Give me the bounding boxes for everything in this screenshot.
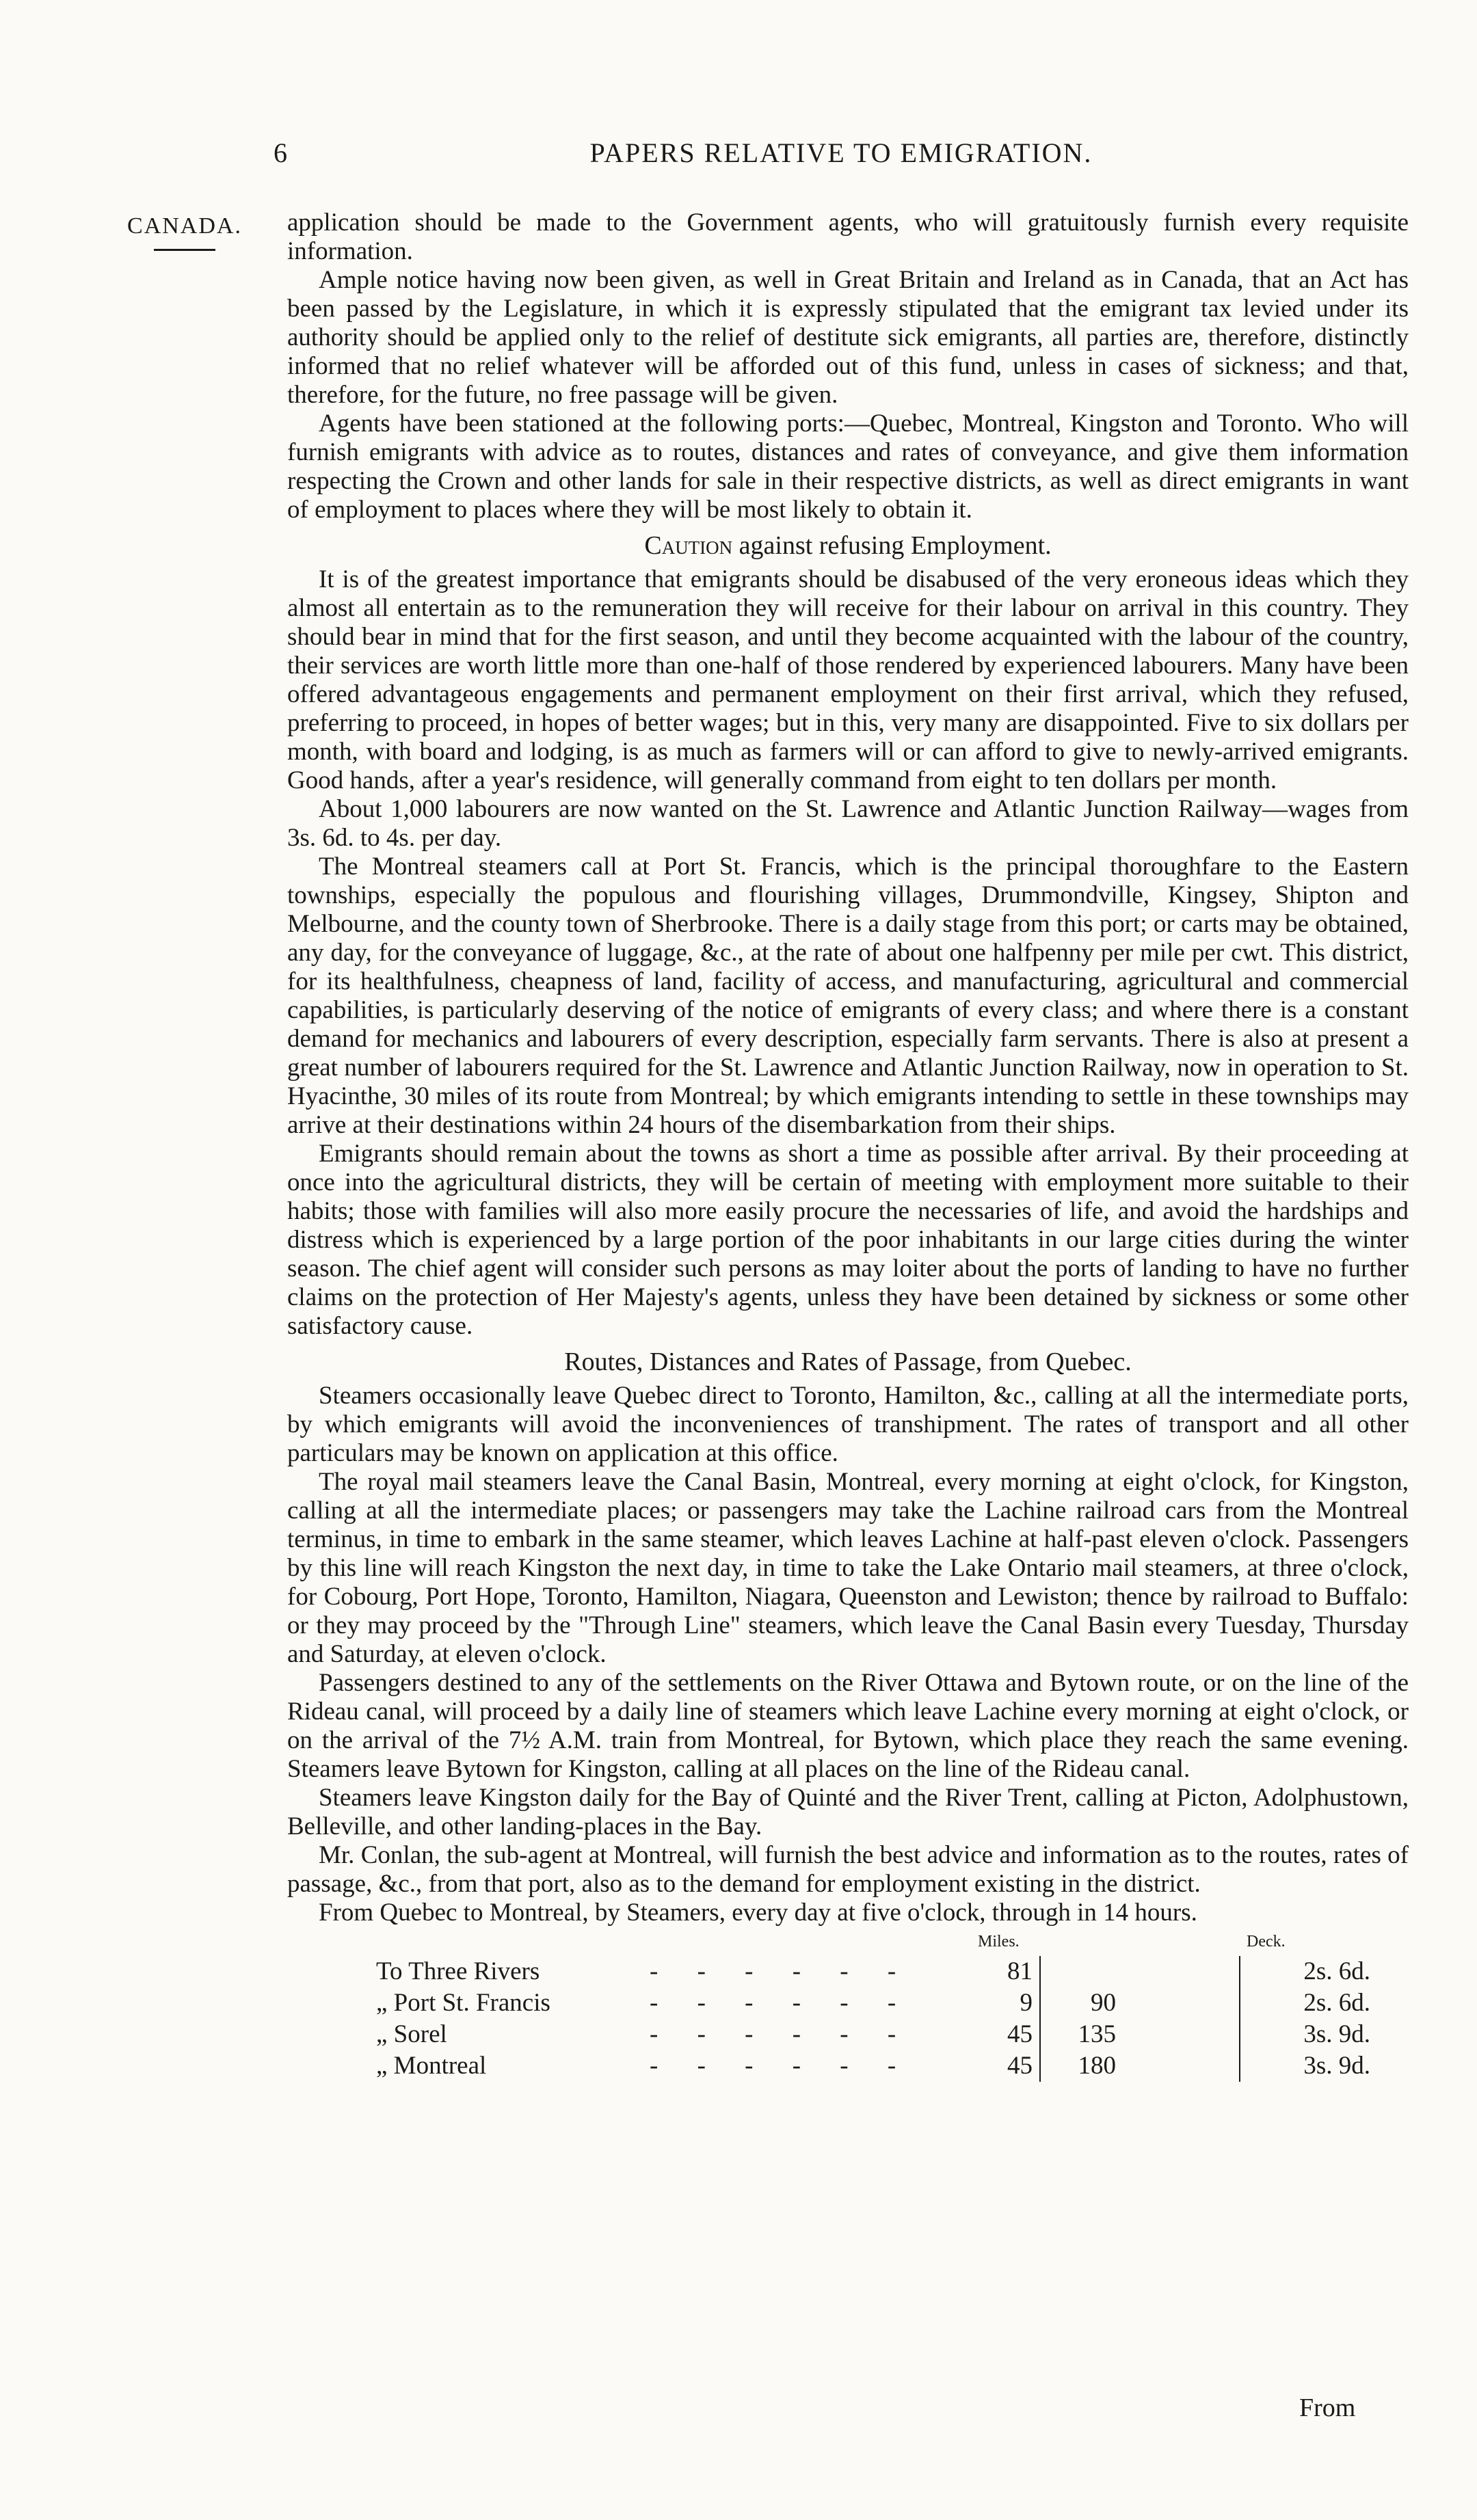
caution-heading: Caution against refusing Employment. — [644, 531, 1052, 560]
miles-stage: 45 — [971, 2050, 1040, 2082]
routes-heading: Routes, Distances and Rates of Passage, from Quebec. — [564, 1348, 1132, 1376]
paragraph: Mr. Conlan, the sub-agent at Montreal, will furnish the best advice and information as to the routes, rates of passage, &c., from that port, also as to the demand for employment existing in the district. — [287, 1841, 1409, 1898]
leader-dots: - - - - - - — [650, 1957, 913, 1985]
timetable — [369, 1927, 1377, 2082]
paragraph: Passengers destined to any of the settlements on the River Ottawa and Bytown route, or on the line of the Rideau canal, will proceed by a daily line of steamers which leave Lachine every morning at eight o'clock, or on the arrival of the 7½ A.M. train from Montreal, for Bytown, which place they reach the same evening. Steamers leave Bytown for Kingston, calling at all places on the line of the Rideau canal. — [287, 1669, 1409, 1783]
paragraph: It is of the greatest importance that emigrants should be disabused of the very eroneous ideas which they almost all entertain as to the remuneration they will receive for their labour on arrival in this country. They should bear in mind that for the first season, and until they become acquainted with the labour of the country, their services are worth little more than one-half of those rendered by experienced labourers. Many have been offered advantageous engagements and permanent employment on their first arrival, which they refused, preferring to proceed, in hopes of better wages; but in this, very many are disappointed. Five to six dollars per month, with board and lodging, is as much as farmers will or can afford to give to newly-arrived emigrants. Good hands, after a year's residence, will generally command from eight to ten dollars per month. — [287, 565, 1409, 794]
miles-total — [1040, 1956, 1136, 1987]
miles-stage: 81 — [971, 1956, 1040, 1987]
page-title: PAPERS RELATIVE TO EMIGRATION. — [589, 137, 1093, 168]
deck-fare: 2s. 6d. — [1303, 1957, 1370, 1985]
table-row — [369, 1987, 1377, 2019]
table-row — [369, 2019, 1377, 2050]
deck-fare: 2s. 6d. — [1303, 1989, 1370, 2017]
destination: „ Port St. Francis — [376, 1989, 550, 2017]
page-header — [274, 137, 1409, 185]
miles-stage: 9 — [971, 1987, 1040, 2019]
paragraph: Emigrants should remain about the towns as short a time as possible after arrival. By their proceeding at once into the agricultural districts, they will be certain of meeting with employment more suitable to their habits; those with families will also more easily procure the necessaries of life, and avoid the hardships and distress which is experienced by a large portion of the poor inhabitants in our large cities during the winter season. The chief agent will consider such persons as may loiter about the ports of landing to have no further claims on the protection of Her Majesty's agents, unless they have been detained by sickness or some other satisfactory cause. — [287, 1140, 1409, 1340]
destination: „ Montreal — [376, 2052, 487, 2080]
catchword: From — [1299, 2394, 1356, 2422]
miles-total: 180 — [1078, 2052, 1116, 2080]
destination: „ Sorel — [376, 2020, 447, 2048]
destination: To Three Rivers — [376, 1957, 540, 1985]
paragraph: Steamers occasionally leave Quebec direct to Toronto, Hamilton, &c., calling at all the intermediate ports, by which emigrants will avoid the inconveniences of transhipment. The rates of transport and all other particulars may be known on application at this office. — [287, 1382, 1409, 1467]
miles-total: 135 — [1078, 2020, 1116, 2048]
paragraph: The Montreal steamers call at Port St. Francis, which is the principal thoroughfare to the Eastern townships, especially the populous and flourishing villages, Drummondville, Kingsey, Shipton and Melbourne, and the county town of Sherbrooke. There is a daily stage from this port; or carts may be obtained, any day, for the conveyance of luggage, &c., at the rate of about one halfpenny per mile per cwt. This district, for its healthfulness, cheapness of land, facility of access, and manufacturing, agricultural and commercial capabilities, is particularly deserving of the notice of emigrants of every class; and where there is a constant demand for mechanics and labourers of every description, especially farm servants. There is also at present a great number of labourers required for the St. Lawrence and Atlantic Junction Railway, now in operation to St. Hyacinthe, 30 miles of its route from Montreal; by which emigrants intending to settle in these townships may arrive at their destinations within 24 hours of the disembarkation from their ships. — [287, 853, 1409, 1139]
page-number: 6 — [274, 137, 289, 168]
margin-note-label: CANADA. — [127, 213, 242, 239]
paragraph: Agents have been stationed at the following ports:—Quebec, Montreal, Kingston and Toronto. Who will furnish emigrants with advice as to routes, distances and rates of conveyance, and give them information respecting the Crown and other lands for sale in their respective districts, as well as direct emigrants in want of employment to places where they will be most likely to obtain it. — [287, 410, 1409, 524]
paragraph: Ample notice having now been given, as well in Great Britain and Ireland as in Canada, that an Act has been passed by the Legislature, in which it is expressly stipulated that the emigrant tax levied under its authority should be applied only to the relief of destitute sick emigrants, all parties are, therefore, distinctly informed that no relief whatever will be afforded out of this fund, unless in cases of sickness; and that, therefore, for the future, no free passage will be given. — [287, 266, 1409, 409]
body-text — [287, 209, 1409, 2082]
timetable-intro: From Quebec to Montreal, by Steamers, every day at five o'clock, through in 14 hours. — [319, 1899, 1197, 1927]
paragraph: The royal mail steamers leave the Canal Basin, Montreal, every morning at eight o'clock, for Kingston, calling at all the intermediate places; or passengers may take the Lachine railroad cars from the Montreal terminus, in time to embark in the same steamer, which leaves Lachine at half-past eleven o'clock. Passengers by this line will reach Kingston the next day, in time to take the Lake Ontario mail steamers, at three o'clock, for Cobourg, Port Hope, Toronto, Hamilton, Niagara, Queenston and Lewiston; thence by railroad to Buffalo: or they may proceed by the "Through Line" steamers, which leave the Canal Basin every Tuesday, Thursday and Saturday, at eleven o'clock. — [287, 1468, 1409, 1668]
paragraph: About 1,000 labourers are now wanted on the St. Lawrence and Atlantic Junction Railway—wages from 3s. 6d. to 4s. per day. — [287, 795, 1409, 852]
leader-dots: - - - - - - — [650, 1989, 913, 2017]
deck-header: Deck. — [1247, 1933, 1286, 1951]
paragraph: Steamers leave Kingston daily for the Bay of Quinté and the River Trent, calling at Picton, Adolphustown, Belleville, and other landing-places in the Bay. — [287, 1784, 1409, 1840]
miles-header: Miles. — [978, 1933, 1020, 1951]
deck-fare: 3s. 9d. — [1303, 2020, 1370, 2048]
margin-rule — [154, 249, 215, 251]
margin-note — [116, 213, 253, 251]
deck-fare: 3s. 9d. — [1303, 2052, 1370, 2080]
leader-dots: - - - - - - — [650, 2020, 913, 2048]
miles-total: 90 — [1091, 1989, 1116, 2017]
paragraph: application should be made to the Government agents, who will gratuitously furnish every requisite information. — [287, 209, 1409, 265]
timetable-header-row — [369, 1927, 1377, 1956]
table-row — [369, 1956, 1377, 1987]
table-row — [369, 2050, 1377, 2082]
leader-dots: - - - - - - — [650, 2052, 913, 2080]
miles-stage: 45 — [971, 2019, 1040, 2050]
